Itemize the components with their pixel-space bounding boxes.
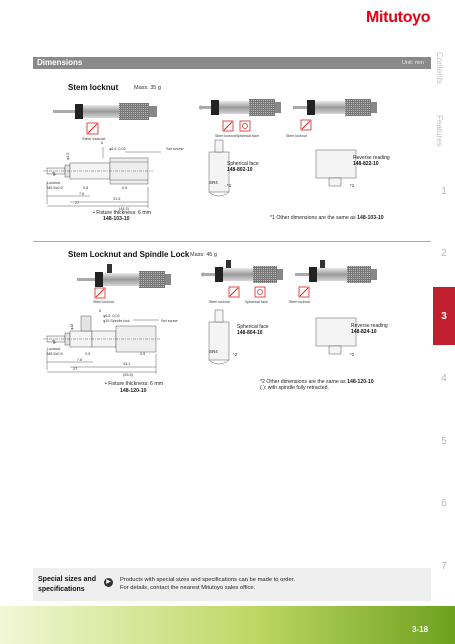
special-sizes-line2: For details, contact the nearest Mitutoyo sales office. [120, 585, 256, 591]
section2-drawings [33, 258, 431, 398]
bottom-green-band [0, 606, 455, 644]
section2-fixture: • Fixture thickness: 6 mm [105, 381, 164, 387]
dim-phi3-5: φ3.5 [66, 152, 70, 160]
variant1-note: *1 [227, 183, 232, 188]
variant2-note: *1 [350, 183, 355, 188]
dim2-0-5b: 0.5 [140, 352, 146, 356]
micrometer-photo-1 [53, 103, 157, 120]
variant-drawing-reverse-2 [316, 318, 356, 354]
footnote1-code: 148-103-10 [357, 215, 384, 221]
variant3-sr: SR4 [209, 349, 218, 354]
dim-27: 27 [75, 201, 80, 205]
mitutoyo-logo: Mitutoyo [366, 9, 431, 26]
variant1-code: 148-802-10 [227, 167, 253, 173]
variant2-code: 148-822-10 [353, 161, 379, 167]
dim2-0-5a: 0.5 [85, 352, 91, 356]
variant4-note: *2 [350, 352, 355, 357]
micrometer-photo-5 [201, 260, 283, 283]
dim-0-5a: 0.5 [83, 186, 89, 190]
spherical-face-icon-1 [240, 121, 250, 131]
side-tab-5[interactable]: 5 [441, 436, 447, 447]
side-tab-3[interactable]: 3 [441, 311, 447, 322]
variant4-code: 148-824-10 [351, 329, 377, 335]
variant3-note: *2 [233, 352, 238, 357]
section2-mass: Mass: 45 g [190, 252, 217, 258]
label-locknut-2: Locknut [47, 347, 61, 351]
section2-footnote-sub: ( ): with spindle fully retracted. [260, 385, 329, 391]
special-sizes-text [120, 576, 295, 592]
variant2-name: Reverse reading [353, 155, 390, 161]
side-tab-features[interactable]: Features [435, 115, 444, 147]
technical-drawing-2 [43, 316, 161, 374]
label-spindle-lock: φ15 Spindle lock [103, 319, 130, 323]
label-stem-locknut-d: Stem locknut [93, 300, 114, 304]
technical-drawing-1 [43, 147, 161, 208]
section1-fixture: • Fixture thickness: 6 mm [93, 210, 152, 216]
variant-drawing-spherical-2 [209, 310, 229, 364]
variant-drawing-reverse [316, 150, 356, 186]
dim-0-5b: 0.5 [122, 186, 128, 190]
side-index [433, 0, 455, 644]
side-tab-1[interactable]: 1 [441, 186, 447, 197]
variant3-name: Spherical face [237, 324, 269, 330]
side-tab-2[interactable]: 2 [441, 248, 447, 259]
dim2-53-5: (53.5) [123, 373, 133, 377]
label-stem-locknut-a: Stem locknut [82, 136, 106, 141]
special-sizes-line1: Products with special sizes and specifications can be made to order. [120, 577, 295, 583]
no-spindle-lock-icon-5 [229, 287, 239, 297]
variant1-sr: SR4 [209, 180, 218, 185]
label-stem-locknut-f: Stem locknut [289, 300, 310, 304]
side-tab-4[interactable]: 4 [441, 373, 447, 384]
dim2-43-1: 43.1 [123, 362, 131, 366]
label-spherical-face-small-2: Spherical face [245, 300, 268, 304]
label-set-screw: Set screw [166, 146, 184, 151]
dim-phi8: φ8 [52, 171, 56, 176]
micrometer-photo-4 [77, 264, 171, 288]
label-locknut-1: Locknut [47, 181, 61, 185]
label-set-screw-2: Set screw [161, 319, 178, 323]
dim2-phi18: φ18 [70, 323, 74, 330]
special-sizes-title: Special sizes and specifications [38, 576, 96, 593]
side-tab-6[interactable]: 6 [441, 498, 447, 509]
variant4-name: Reverse reading [351, 323, 388, 329]
no-spindle-lock-icon-1 [87, 123, 98, 134]
section1-model: 148-103-10 [103, 216, 130, 222]
side-tab-7[interactable]: 7 [441, 561, 447, 572]
section1-footnote [270, 215, 384, 222]
dim-7-6: 7.6 [79, 192, 85, 196]
dim-31-5: 31.5 [113, 197, 121, 201]
section1-mass: Mass: 35 g [134, 85, 161, 91]
variant1-name: Spherical face [227, 161, 259, 167]
arrow-right-icon: ▶ [104, 578, 113, 587]
dim-thread-2: M9.5x0.5 [47, 352, 63, 356]
dim2-7-6: 7.6 [77, 358, 83, 362]
dimensions-header-title: Dimensions [37, 58, 83, 67]
unit-label: Unit: mm [402, 60, 424, 66]
dim2-phi8: φ8 [52, 339, 56, 344]
no-spindle-lock-icon-3 [301, 120, 311, 130]
section-divider [33, 241, 431, 242]
no-spindle-lock-icon-6 [299, 287, 309, 297]
dimensions-header-bar [33, 57, 431, 69]
label-stem-locknut-b: Stem locknut [215, 134, 236, 138]
dim-6: 6 [101, 141, 104, 145]
dim-thread-1: M9.5x0.5 [47, 186, 63, 190]
side-tab-contents[interactable]: Contents [435, 52, 444, 85]
footnote2-text: *2 Other dimensions are the same as [260, 379, 348, 385]
section2-title: Stem Locknut and Spindle Lock [68, 250, 190, 259]
dim2-6: 6 [99, 309, 102, 313]
section2-model: 148-120-10 [120, 388, 147, 394]
no-spindle-lock-icon-2 [223, 121, 233, 131]
micrometer-photo-3 [293, 99, 377, 116]
label-stem-locknut-e: Stem locknut [209, 300, 230, 304]
spherical-face-icon-2 [255, 287, 265, 297]
footnote1-text: *1 Other dimensions are the same as [270, 215, 358, 221]
no-spindle-lock-icon-4 [95, 288, 105, 298]
micrometer-photo-6 [295, 260, 377, 283]
variant-drawing-spherical [209, 140, 229, 196]
dim-phi6-5: φ6.5 -0.03 [109, 147, 126, 151]
page-number: 3-18 [412, 625, 429, 634]
footnote2-code: 148-120-10 [347, 379, 374, 385]
dim2-phi6-5: φ6.5 -0.03 [103, 314, 120, 318]
micrometer-photo-2 [199, 99, 281, 116]
label-spherical-face-small: Spherical face [236, 134, 259, 138]
section1-title: Stem locknut [68, 83, 119, 92]
dim-44-5: (44.5) [119, 207, 129, 211]
dim2-27: 27 [73, 367, 78, 371]
variant3-code: 148-804-10 [237, 330, 263, 336]
label-stem-locknut-c: Stem locknut [286, 134, 307, 138]
